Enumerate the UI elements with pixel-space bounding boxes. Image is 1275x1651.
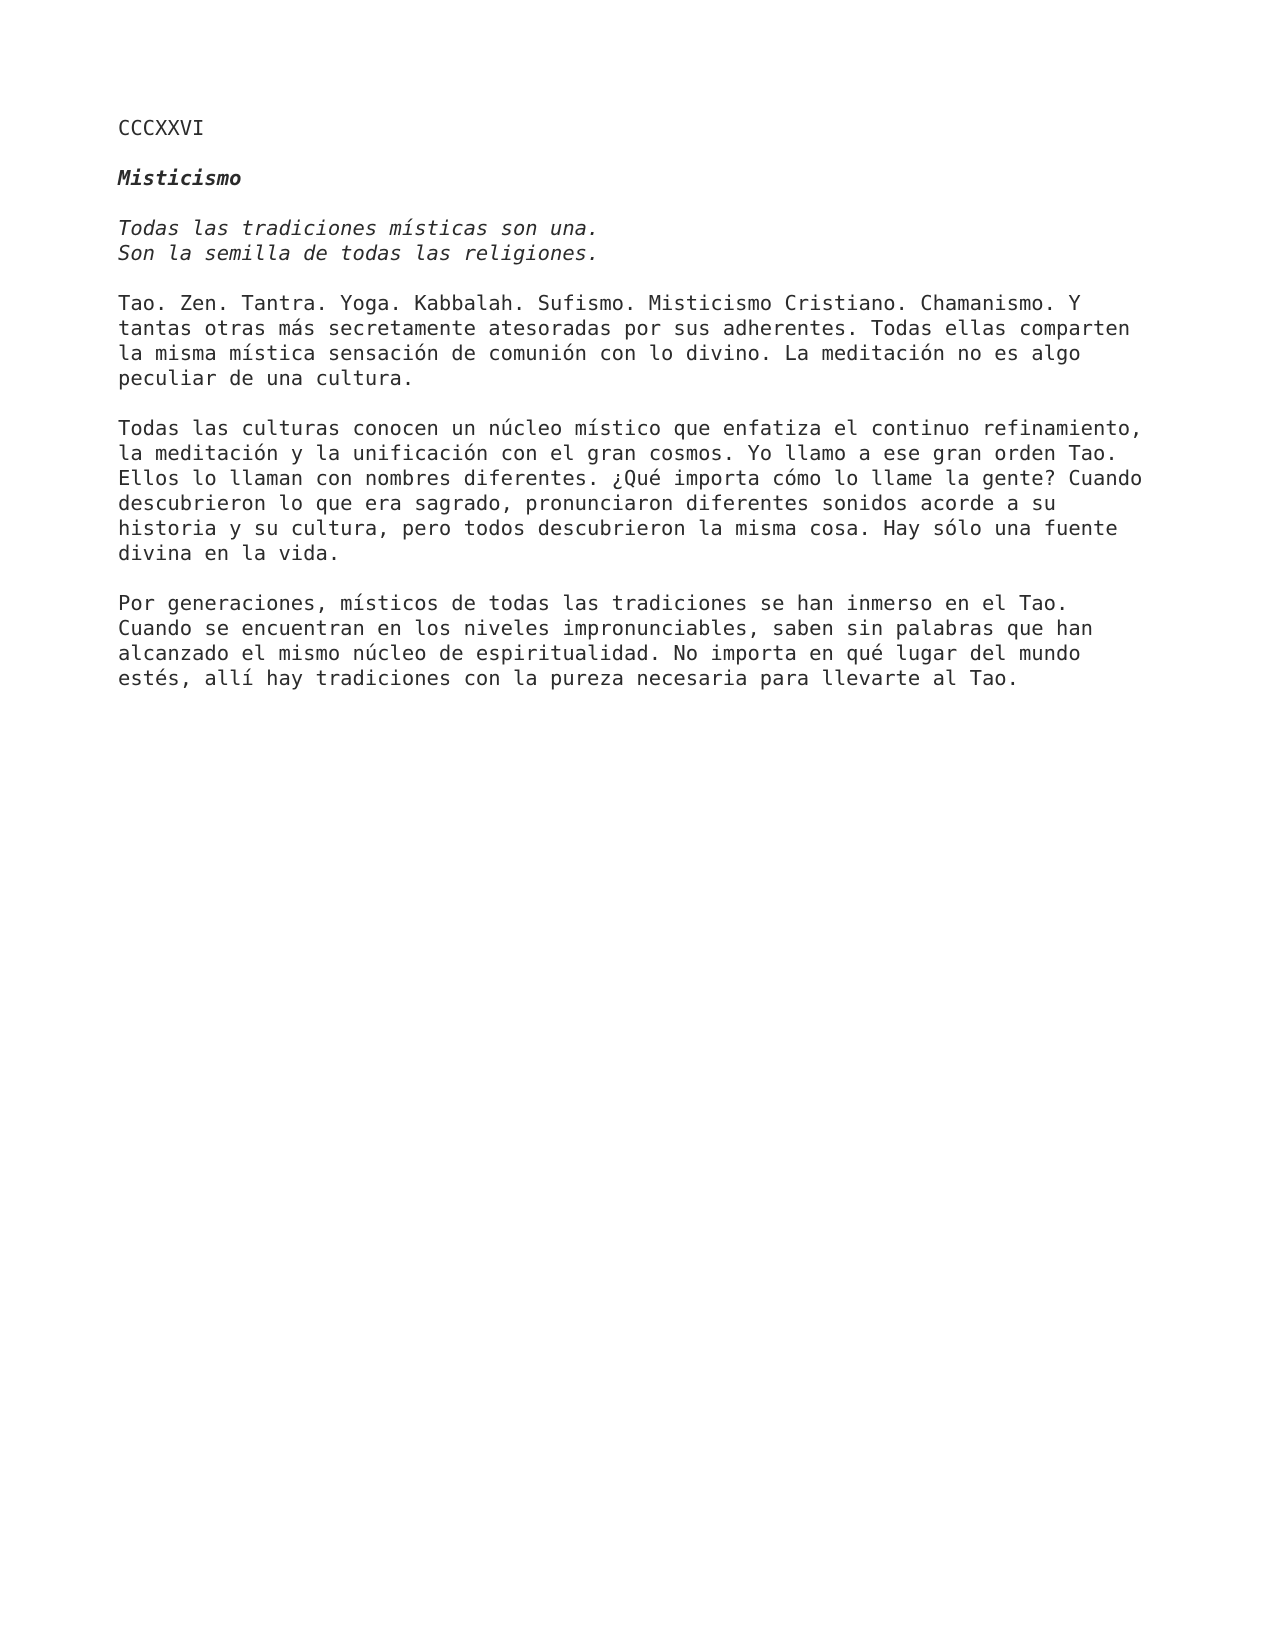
paragraph-line: tantas otras más secretamente atesoradas por sus adherentes. Todas ellas comparten	[118, 316, 1131, 340]
paragraph-1	[118, 291, 1178, 391]
paragraph-line: divina en la vida.	[118, 541, 341, 565]
paragraph-line: descubrieron lo que era sagrado, pronunciaron diferentes sonidos acorde a su	[118, 491, 1056, 515]
paragraph-line: historia y su cultura, pero todos descubrieron la misma cosa. Hay sólo una fuente	[118, 516, 1118, 540]
epigraph	[118, 216, 1178, 266]
paragraph-line: Ellos lo llaman con nombres diferentes. ¿Qué importa cómo lo llame la gente? Cuando	[118, 466, 1143, 490]
paragraph-line: estés, allí hay tradiciones con la pureza necesaria para llevarte al Tao.	[118, 666, 1019, 690]
paragraph-line: la misma mística sensación de comunión con lo divino. La meditación no es algo	[118, 341, 1081, 365]
paragraph-line: Tao. Zen. Tantra. Yoga. Kabbalah. Sufismo. Misticismo Cristiano. Chamanismo. Y	[118, 291, 1081, 315]
chapter-number: CCCXXVI	[118, 116, 205, 140]
chapter-title-block	[118, 166, 1178, 191]
paragraph-3	[118, 591, 1178, 691]
paragraph-line: alcanzado el mismo núcleo de espiritualidad. No importa en qué lugar del mundo	[118, 641, 1081, 665]
epigraph-line: Todas las tradiciones místicas son una.	[118, 216, 600, 240]
chapter-number-block	[118, 116, 1178, 141]
paragraph-line: la meditación y la unificación con el gran cosmos. Yo llamo a ese gran orden Tao.	[118, 441, 1118, 465]
epigraph-line: Son la semilla de todas las religiones.	[118, 241, 600, 265]
paragraph-line: Cuando se encuentran en los niveles impronunciables, saben sin palabras que han	[118, 616, 1094, 640]
paragraph-line: Por generaciones, místicos de todas las tradiciones se han inmerso en el Tao.	[118, 591, 1069, 615]
paragraph-line: peculiar de una cultura.	[118, 366, 415, 390]
chapter-title: Misticismo	[118, 166, 242, 190]
paragraph-line: Todas las culturas conocen un núcleo místico que enfatiza el continuo refinamiento,	[118, 416, 1143, 440]
document-content	[118, 116, 1178, 716]
paragraph-2	[118, 416, 1178, 566]
